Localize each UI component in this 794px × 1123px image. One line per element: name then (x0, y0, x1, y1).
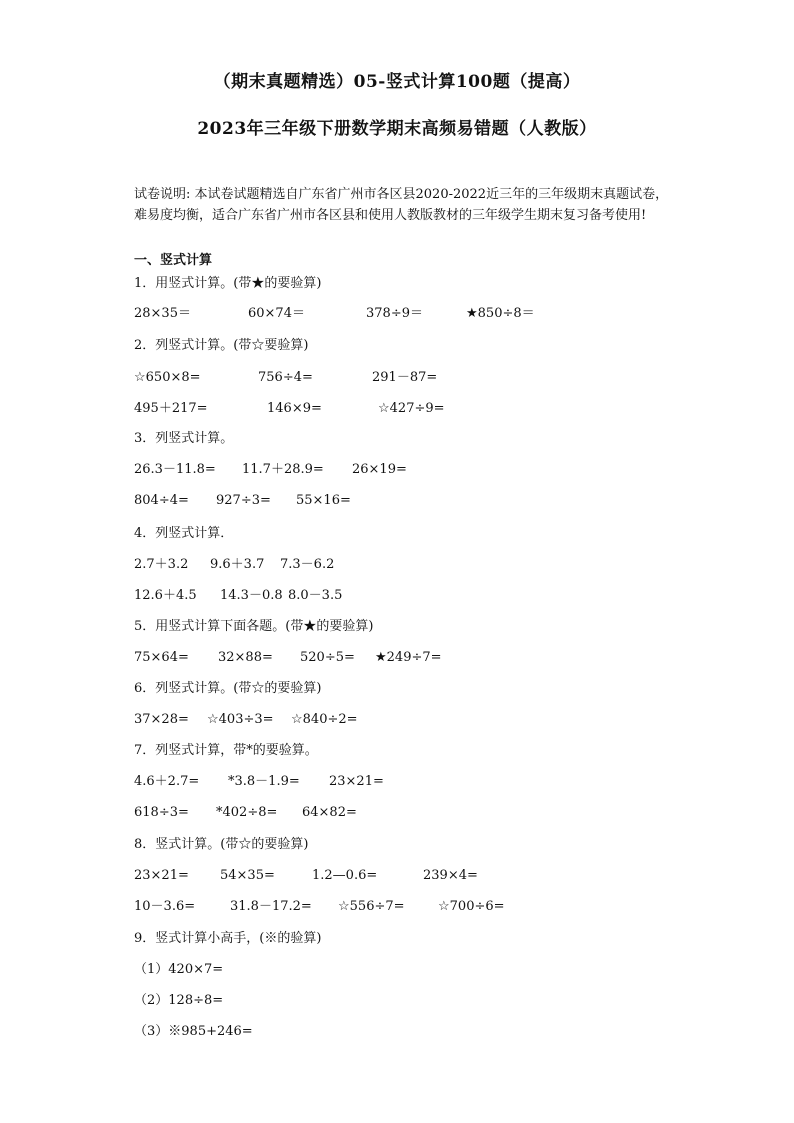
problem-expression: 28×35＝ (134, 306, 191, 321)
question-8-row (134, 867, 694, 885)
problem-expression: 23×21= (134, 868, 189, 883)
question-9-label: 9．竖式计算小高手，(※的验算) (134, 931, 322, 946)
question-1-label: 1．用竖式计算。(带★的要验算) (134, 276, 322, 291)
problem-expression: ☆403÷3= (207, 712, 274, 727)
problem-expression: 4.6＋2.7= (134, 774, 200, 789)
problem-expression: 55×16= (296, 493, 351, 508)
question-2-label: 2．列竖式计算。(带☆要验算) (134, 338, 309, 353)
question-9-row (134, 961, 694, 979)
problem-expression: *3.8－1.9= (228, 774, 300, 789)
problem-expression: 32×88= (218, 650, 273, 665)
problem-expression: 2.7＋3.2 (134, 557, 189, 572)
problem-expression: 756÷4= (258, 370, 313, 385)
problem-expression: 31.8－17.2= (230, 899, 312, 914)
problem-expression: 54×35= (220, 868, 275, 883)
question-3-label: 3．列竖式计算。 (134, 431, 234, 446)
question-7-row (134, 773, 694, 791)
problem-expression: （1）420×7= (134, 962, 224, 977)
problem-expression: ☆556÷7= (338, 899, 405, 914)
problem-expression: 804÷4= (134, 493, 189, 508)
problem-expression: *402÷8= (216, 805, 278, 820)
problem-expression: 75×64= (134, 650, 189, 665)
question-2-row (134, 400, 694, 418)
problem-expression: 8.0－3.5 (288, 588, 343, 603)
problem-expression: 520÷5= (300, 650, 355, 665)
problem-expression: 618÷3= (134, 805, 189, 820)
question-7-label: 7．列竖式计算，带*的要验算。 (134, 743, 318, 758)
problem-expression: ☆840÷2= (291, 712, 358, 727)
problem-expression: ☆650×8= (134, 370, 201, 385)
problem-expression: ☆427÷9= (378, 401, 445, 416)
question-4-label: 4．列竖式计算． (134, 526, 234, 541)
problem-expression: 23×21= (329, 774, 384, 789)
problem-expression: 9.6＋3.7 (210, 557, 265, 572)
problem-expression: 64×82= (302, 805, 357, 820)
question-4-row (134, 556, 694, 574)
document-title: （期末真题精选）05-竖式计算100题（提高） (213, 72, 581, 92)
document-subtitle: 2023年三年级下册数学期末高频易错题（人教版） (197, 119, 597, 139)
question-3-row (134, 492, 694, 510)
problem-expression: 60×74＝ (248, 306, 305, 321)
question-5-label: 5．用竖式计算下面各题。(带★的要验算) (134, 619, 374, 634)
question-8-label: 8．竖式计算。(带☆的要验算) (134, 837, 309, 852)
problem-expression: 10－3.6= (134, 899, 196, 914)
problem-expression: 26.3－11.8= (134, 462, 216, 477)
problem-expression: ★249÷7= (375, 650, 442, 665)
problem-expression: ☆700÷6= (438, 899, 505, 914)
problem-expression: 11.7＋28.9= (242, 462, 324, 477)
problem-expression: 378÷9＝ (366, 306, 423, 321)
question-1-row (134, 305, 694, 323)
question-2-row (134, 369, 694, 387)
question-6-label: 6．列竖式计算。(带☆的要验算) (134, 681, 322, 696)
problem-expression: 14.3－0.8 (220, 588, 283, 603)
problem-expression: （2）128÷8= (134, 993, 224, 1008)
intro-text: 试卷说明: 本试卷试题精选自广东省广州市各区县2020-2022近三年的三年级期末真题试卷，难易度均衡，适合广东省广州市各区县和使用人教版教材的三年级学生期末复习备考使用! (134, 187, 669, 223)
problem-expression: （3）※985+246= (134, 1024, 253, 1039)
problem-expression: 239×4= (423, 868, 478, 883)
question-3-row (134, 461, 694, 479)
problem-expression: 37×28= (134, 712, 189, 727)
problem-expression: ★850÷8＝ (466, 306, 535, 321)
problem-expression: 1.2—0.6= (312, 868, 378, 883)
problem-expression: 146×9= (267, 401, 322, 416)
problem-expression: 495＋217= (134, 401, 208, 416)
question-7-row (134, 804, 694, 822)
question-8-row (134, 898, 694, 916)
problem-expression: 12.6＋4.5 (134, 588, 197, 603)
question-9-row (134, 992, 694, 1010)
question-5-row (134, 649, 694, 667)
problem-expression: 7.3－6.2 (280, 557, 335, 572)
problem-expression: 26×19= (352, 462, 407, 477)
question-4-row (134, 587, 694, 605)
question-6-row (134, 711, 694, 729)
question-9-row (134, 1023, 694, 1041)
problem-expression: 927÷3= (216, 493, 271, 508)
problem-expression: 291－87= (372, 370, 438, 385)
section-heading: 一、竖式计算 (134, 253, 213, 268)
